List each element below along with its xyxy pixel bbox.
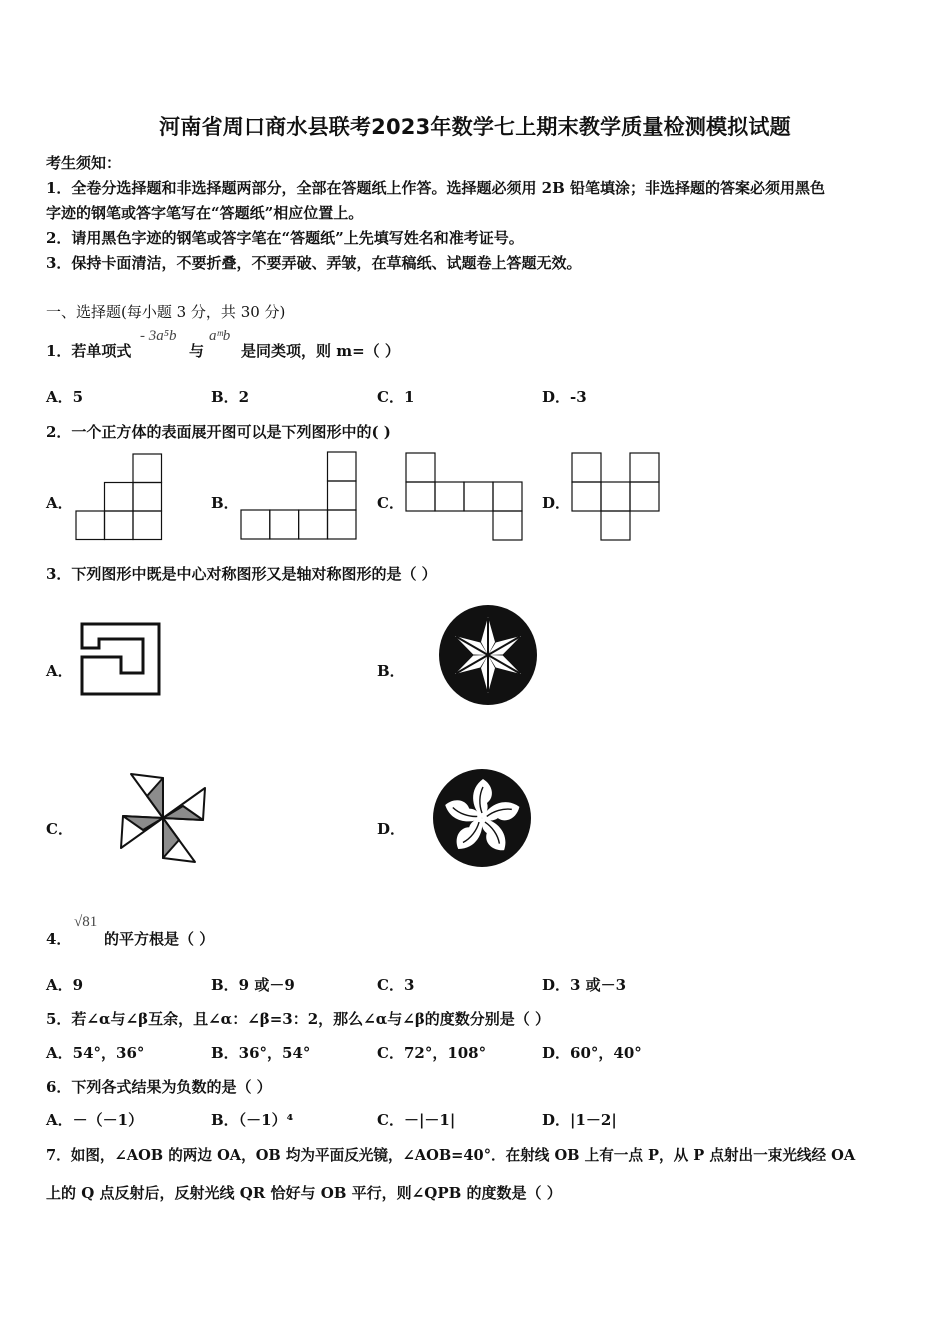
q6-text: 6．下列各式结果为负数的是（ ） — [46, 1078, 272, 1096]
q3-option-c-label[interactable]: C． — [46, 820, 73, 838]
q3-option-b-label[interactable]: B． — [377, 662, 405, 680]
q2-option-d-label[interactable]: D． — [542, 494, 571, 512]
q4-option-c[interactable]: C．3 — [377, 976, 415, 994]
q4-expr: √81 — [74, 914, 98, 930]
q4-suffix: 的平方根是（ ） — [104, 930, 215, 948]
q5-text: 5．若∠α与∠β互余，且∠α：∠β=3：2，那么∠α与∠β的度数分别是（ ） — [46, 1010, 551, 1028]
q2-option-c-label[interactable]: C． — [377, 494, 404, 512]
q4-option-b[interactable]: B．9 或－9 — [211, 976, 295, 994]
q2-net-c — [405, 452, 525, 542]
q1-option-c[interactable]: C．1 — [377, 388, 415, 406]
q1-suffix: 是同类项，则 m=（ ） — [241, 342, 400, 360]
q2-net-d — [571, 452, 663, 542]
q1-option-a[interactable]: A．5 — [46, 388, 84, 406]
q1-expr2: aᵐb — [209, 328, 231, 344]
notice-line-3: 3．保持卡面清洁，不要折叠，不要弄破、弄皱，在草稿纸、试题卷上答题无效。 — [46, 254, 582, 272]
q3-option-a-label[interactable]: A． — [46, 662, 73, 680]
notice-heading: 考生须知： — [46, 154, 122, 172]
notice-line-1a: 1．全卷分选择题和非选择题两部分，全部在答题纸上作答。选择题必须用 2B 铅笔填涂；非选择题的答案必须用黑色 — [46, 179, 826, 197]
q5-option-d[interactable]: D．60°，40° — [542, 1044, 642, 1062]
section-heading: 一、选择题(每小题 3 分，共 30 分) — [46, 303, 286, 321]
q1-option-b[interactable]: B．2 — [211, 388, 250, 406]
q6-option-c[interactable]: C．－|－1| — [377, 1111, 456, 1129]
q2-net-b — [240, 451, 358, 541]
q5-option-a[interactable]: A．54°，36° — [46, 1044, 145, 1062]
notice-line-1b: 字迹的钢笔或答字笔写在“答题纸”相应位置上。 — [46, 204, 364, 222]
q4-option-d[interactable]: D．3 或－3 — [542, 976, 627, 994]
q2-net-a — [75, 453, 163, 541]
q6-option-b[interactable]: B．（－1）⁴ — [211, 1111, 294, 1129]
q2-option-a-label[interactable]: A． — [46, 494, 73, 512]
q3-figure-b-snowflake — [438, 604, 538, 706]
q5-option-c[interactable]: C．72°，108° — [377, 1044, 487, 1062]
q1-option-d[interactable]: D．-3 — [542, 388, 587, 406]
q3-option-d-label[interactable]: D． — [377, 820, 406, 838]
q2-option-b-label[interactable]: B． — [211, 494, 239, 512]
page-title: 河南省周口商水县联考2023年数学七上期末教学质量检测模拟试题 — [159, 115, 791, 139]
q1-mid: 与 — [189, 342, 205, 360]
notice-line-2: 2．请用黑色字迹的钢笔或答字笔在“答题纸”上先填写姓名和准考证号。 — [46, 229, 524, 247]
q5-option-b[interactable]: B．36°，54° — [211, 1044, 311, 1062]
q2-text: 2．一个正方体的表面展开图可以是下列图形中的( ) — [46, 423, 391, 441]
q3-figure-a-bracket — [79, 621, 163, 697]
q3-text: 3．下列图形中既是中心对称图形又是轴对称图形的是（ ） — [46, 565, 437, 583]
q4-option-a[interactable]: A．9 — [46, 976, 84, 994]
q4-prefix: 4． — [46, 930, 72, 948]
q1-expr1: - 3a⁵b — [140, 328, 177, 344]
q6-option-a[interactable]: A．－（－1） — [46, 1111, 144, 1129]
q3-figure-d-bauhinia — [431, 767, 533, 869]
q7-line-1: 7．如图，∠AOB 的两边 OA，OB 均为平面反光镜，∠AOB=40°．在射线 OB 上有一点 P，从 P 点射出一束光线经 OA — [46, 1147, 856, 1164]
q7-line-2: 上的 Q 点反射后，反射光线 QR 恰好与 OB 平行，则∠QPB 的度数是（ ） — [46, 1184, 562, 1202]
q1-prefix: 1．若单项式 — [46, 342, 132, 360]
q3-figure-c-pinwheel — [117, 770, 209, 866]
q6-option-d[interactable]: D．|1－2| — [542, 1111, 617, 1129]
